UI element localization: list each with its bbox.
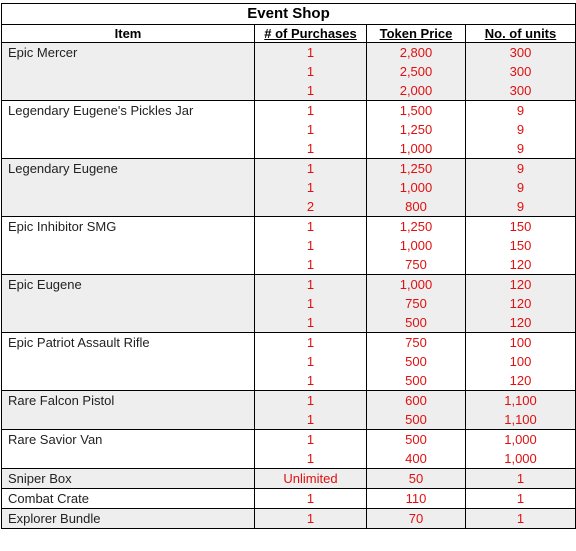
item-name-cell bbox=[2, 294, 255, 313]
table-row bbox=[2, 469, 576, 489]
item-name-cell: Epic Patriot Assault Rifle bbox=[2, 333, 255, 353]
item-name-cell: Explorer Bundle bbox=[2, 509, 255, 529]
item-name-cell: Sniper Box bbox=[2, 469, 255, 489]
token-price-cell: 2,000 bbox=[367, 81, 466, 101]
item-name-cell bbox=[2, 352, 255, 371]
purchases-cell: 1 bbox=[255, 391, 367, 411]
purchases-cell: 1 bbox=[255, 62, 367, 81]
token-price-cell: 500 bbox=[367, 352, 466, 371]
table-row bbox=[2, 178, 576, 197]
table-row bbox=[2, 509, 576, 529]
purchases-cell: 1 bbox=[255, 81, 367, 101]
units-cell: 100 bbox=[466, 352, 576, 371]
units-cell: 1,100 bbox=[466, 391, 576, 411]
item-name-cell: Rare Falcon Pistol bbox=[2, 391, 255, 411]
units-cell: 1,100 bbox=[466, 410, 576, 430]
purchases-cell: 1 bbox=[255, 159, 367, 179]
item-name-cell: Epic Mercer bbox=[2, 43, 255, 63]
token-price-cell: 1,250 bbox=[367, 217, 466, 237]
units-cell: 1 bbox=[466, 509, 576, 529]
token-price-cell: 2,500 bbox=[367, 62, 466, 81]
header-row bbox=[2, 25, 576, 43]
units-cell: 1 bbox=[466, 489, 576, 509]
item-name-cell bbox=[2, 255, 255, 275]
table-row bbox=[2, 255, 576, 275]
item-name-cell bbox=[2, 81, 255, 101]
token-price-cell: 750 bbox=[367, 255, 466, 275]
item-name-cell bbox=[2, 197, 255, 217]
title-row bbox=[2, 4, 576, 25]
token-price-cell: 1,250 bbox=[367, 159, 466, 179]
units-cell: 150 bbox=[466, 236, 576, 255]
purchases-cell: 1 bbox=[255, 236, 367, 255]
table-row bbox=[2, 313, 576, 333]
purchases-cell: 1 bbox=[255, 430, 367, 450]
token-price-cell: 500 bbox=[367, 313, 466, 333]
item-name-cell bbox=[2, 410, 255, 430]
purchases-cell: Unlimited bbox=[255, 469, 367, 489]
table-row bbox=[2, 101, 576, 121]
purchases-cell: 1 bbox=[255, 449, 367, 469]
units-cell: 1 bbox=[466, 469, 576, 489]
table-row bbox=[2, 62, 576, 81]
units-cell: 1,000 bbox=[466, 430, 576, 450]
item-name-cell: Epic Eugene bbox=[2, 275, 255, 295]
item-name-cell: Legendary Eugene's Pickles Jar bbox=[2, 101, 255, 121]
units-cell: 120 bbox=[466, 294, 576, 313]
units-cell: 300 bbox=[466, 81, 576, 101]
token-price-cell: 2,800 bbox=[367, 43, 466, 63]
units-cell: 9 bbox=[466, 178, 576, 197]
purchases-cell: 1 bbox=[255, 352, 367, 371]
table-row bbox=[2, 236, 576, 255]
purchases-cell: 1 bbox=[255, 217, 367, 237]
token-price-cell: 500 bbox=[367, 410, 466, 430]
item-name-cell: Legendary Eugene bbox=[2, 159, 255, 179]
item-name-cell: Epic Inhibitor SMG bbox=[2, 217, 255, 237]
purchases-cell: 1 bbox=[255, 139, 367, 159]
units-cell: 120 bbox=[466, 275, 576, 295]
units-cell: 9 bbox=[466, 159, 576, 179]
token-price-cell: 500 bbox=[367, 371, 466, 391]
table-row bbox=[2, 120, 576, 139]
header-item: Item bbox=[2, 25, 255, 43]
item-name-cell bbox=[2, 139, 255, 159]
purchases-cell: 1 bbox=[255, 43, 367, 63]
header-purchases: # of Purchases bbox=[255, 25, 367, 43]
units-cell: 300 bbox=[466, 43, 576, 63]
units-cell: 9 bbox=[466, 120, 576, 139]
event-shop-sheet bbox=[1, 3, 576, 529]
table-row bbox=[2, 81, 576, 101]
units-cell: 1,000 bbox=[466, 449, 576, 469]
token-price-cell: 600 bbox=[367, 391, 466, 411]
table-row bbox=[2, 449, 576, 469]
token-price-cell: 800 bbox=[367, 197, 466, 217]
table-row bbox=[2, 430, 576, 450]
purchases-cell: 1 bbox=[255, 333, 367, 353]
item-name-cell bbox=[2, 449, 255, 469]
units-cell: 150 bbox=[466, 217, 576, 237]
units-cell: 120 bbox=[466, 313, 576, 333]
purchases-cell: 1 bbox=[255, 489, 367, 509]
table-row bbox=[2, 352, 576, 371]
header-token-price: Token Price bbox=[367, 25, 466, 43]
token-price-cell: 750 bbox=[367, 294, 466, 313]
table-row bbox=[2, 371, 576, 391]
purchases-cell: 1 bbox=[255, 178, 367, 197]
purchases-cell: 1 bbox=[255, 294, 367, 313]
token-price-cell: 70 bbox=[367, 509, 466, 529]
purchases-cell: 1 bbox=[255, 313, 367, 333]
units-cell: 9 bbox=[466, 139, 576, 159]
sheet-title: Event Shop bbox=[2, 4, 576, 25]
item-name-cell bbox=[2, 62, 255, 81]
table-row bbox=[2, 489, 576, 509]
table-row bbox=[2, 294, 576, 313]
token-price-cell: 1,000 bbox=[367, 178, 466, 197]
table-row bbox=[2, 159, 576, 179]
units-cell: 300 bbox=[466, 62, 576, 81]
event-shop-table bbox=[1, 3, 576, 529]
token-price-cell: 1,000 bbox=[367, 236, 466, 255]
units-cell: 120 bbox=[466, 371, 576, 391]
units-cell: 9 bbox=[466, 197, 576, 217]
item-name-cell bbox=[2, 236, 255, 255]
token-price-cell: 750 bbox=[367, 333, 466, 353]
table-row bbox=[2, 139, 576, 159]
purchases-cell: 1 bbox=[255, 275, 367, 295]
purchases-cell: 1 bbox=[255, 101, 367, 121]
item-name-cell: Combat Crate bbox=[2, 489, 255, 509]
table-row bbox=[2, 275, 576, 295]
purchases-cell: 1 bbox=[255, 120, 367, 139]
header-units: No. of units bbox=[466, 25, 576, 43]
item-name-cell bbox=[2, 313, 255, 333]
purchases-cell: 1 bbox=[255, 371, 367, 391]
token-price-cell: 1,000 bbox=[367, 275, 466, 295]
table-row bbox=[2, 197, 576, 217]
table-row bbox=[2, 217, 576, 237]
purchases-cell: 1 bbox=[255, 509, 367, 529]
item-name-cell bbox=[2, 371, 255, 391]
item-name-cell bbox=[2, 178, 255, 197]
token-price-cell: 1,000 bbox=[367, 139, 466, 159]
token-price-cell: 50 bbox=[367, 469, 466, 489]
table-row bbox=[2, 410, 576, 430]
purchases-cell: 2 bbox=[255, 197, 367, 217]
table-row bbox=[2, 391, 576, 411]
token-price-cell: 1,500 bbox=[367, 101, 466, 121]
units-cell: 100 bbox=[466, 333, 576, 353]
token-price-cell: 400 bbox=[367, 449, 466, 469]
token-price-cell: 500 bbox=[367, 430, 466, 450]
purchases-cell: 1 bbox=[255, 255, 367, 275]
item-name-cell: Rare Savior Van bbox=[2, 430, 255, 450]
units-cell: 120 bbox=[466, 255, 576, 275]
purchases-cell: 1 bbox=[255, 410, 367, 430]
item-name-cell bbox=[2, 120, 255, 139]
token-price-cell: 1,250 bbox=[367, 120, 466, 139]
table-row bbox=[2, 333, 576, 353]
token-price-cell: 110 bbox=[367, 489, 466, 509]
table-row bbox=[2, 43, 576, 63]
units-cell: 9 bbox=[466, 101, 576, 121]
